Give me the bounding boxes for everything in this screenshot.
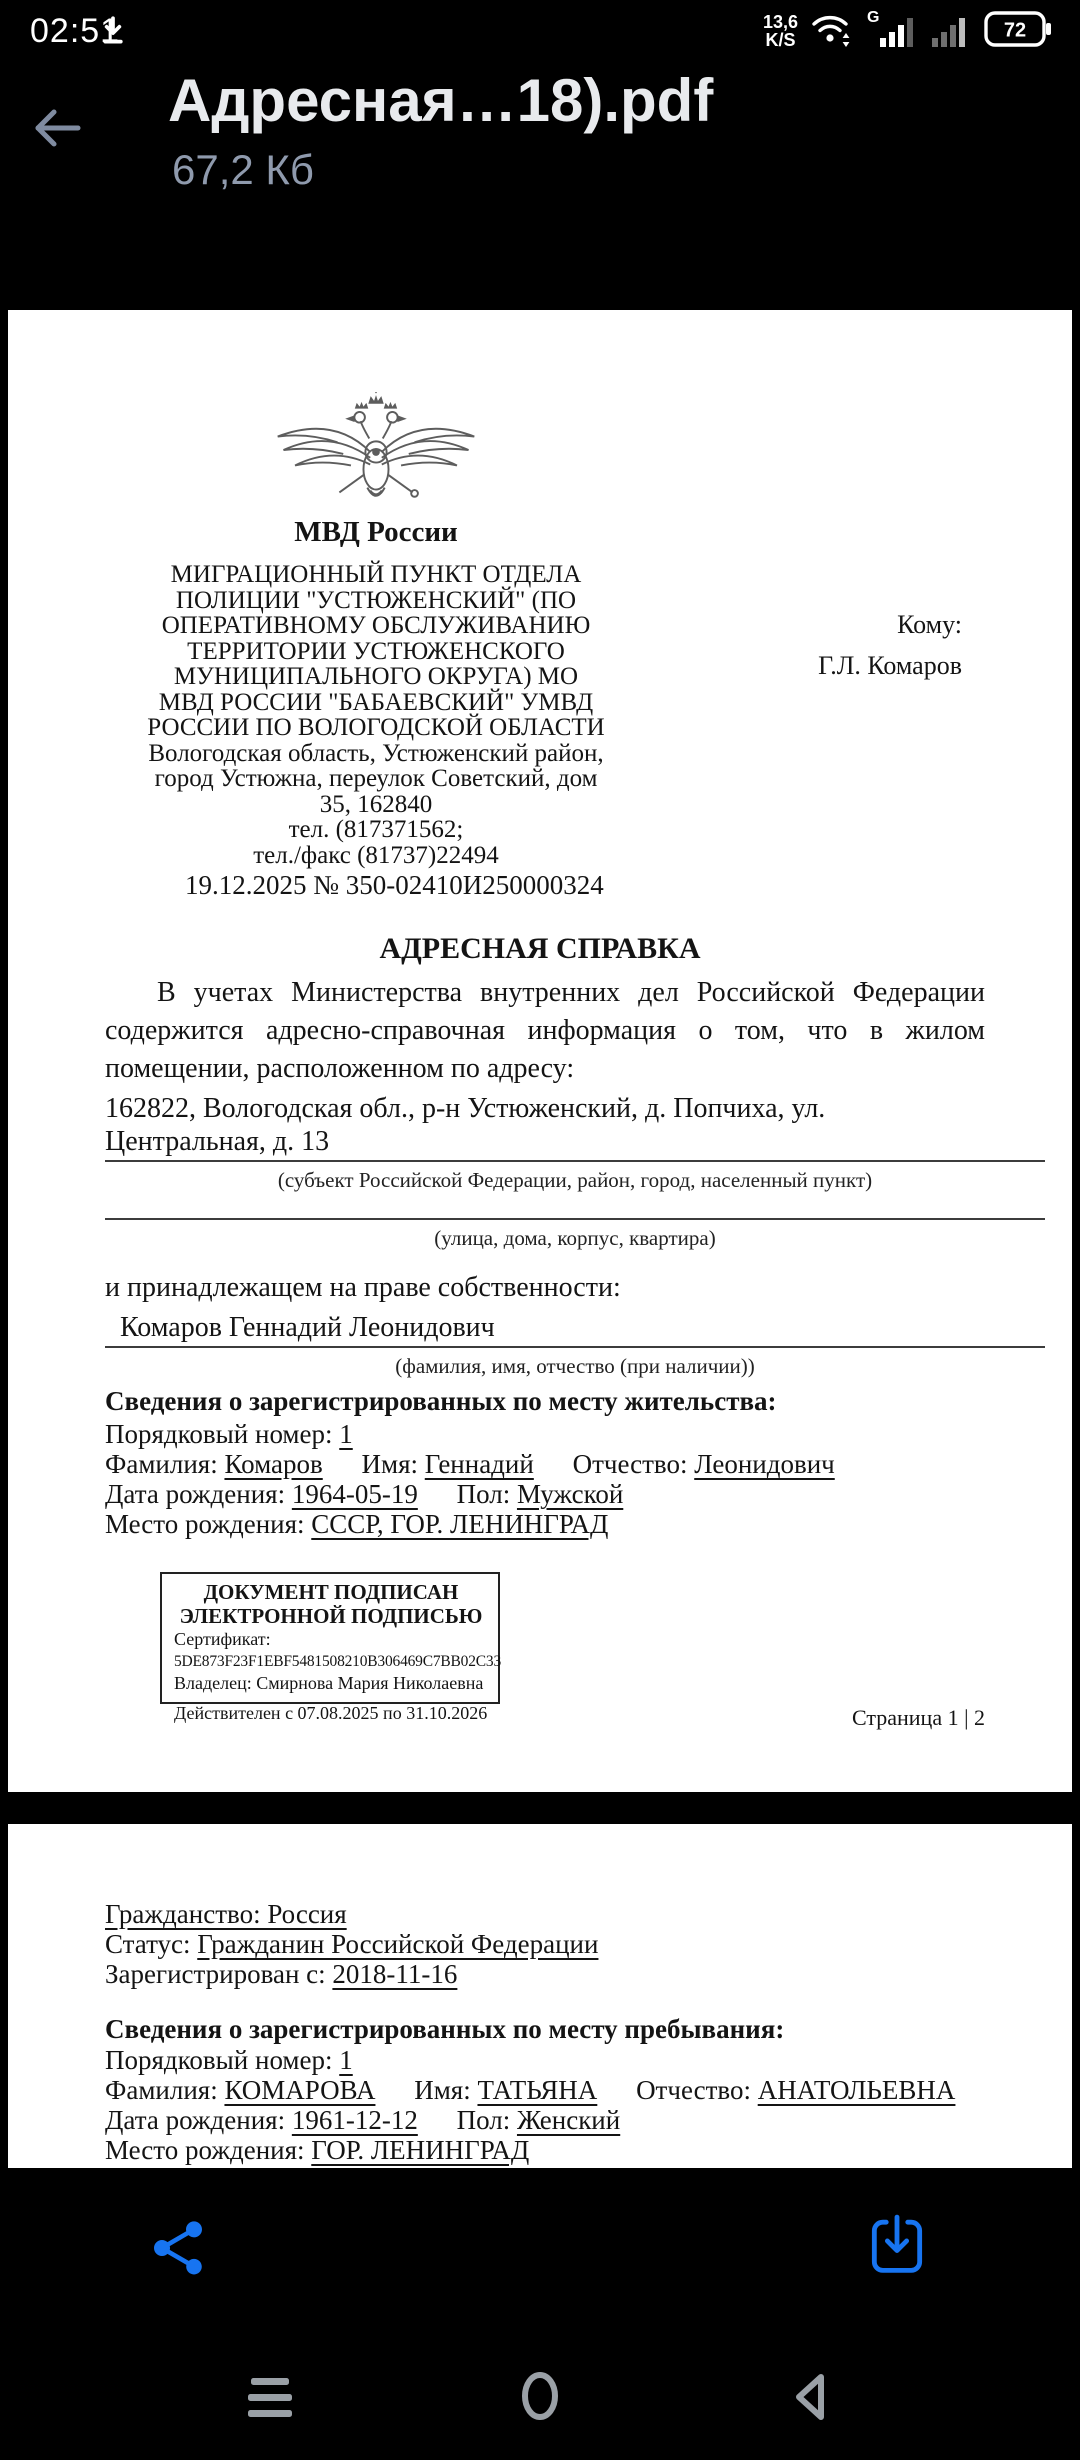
- pdf-page-2[interactable]: [8, 1824, 1072, 2168]
- sex-label: Пол:: [456, 1479, 511, 1509]
- patronymic-value: Леонидович: [694, 1449, 835, 1479]
- surname-value: КОМАРОВА: [224, 2075, 376, 2105]
- certificate-label: Сертификат:: [174, 1629, 271, 1649]
- firstname-value: ТАТЬЯНА: [477, 2075, 598, 2105]
- file-size: 67,2 Кб: [172, 146, 314, 193]
- residence-birth-row: [105, 1479, 623, 1509]
- org-block: [145, 562, 607, 868]
- doc-date-number: 19.12.2025 № 350-02410И250000324: [185, 870, 604, 900]
- intro-paragraph: В учетах Министерства внутренних дел Российской Федерации содержится адресно-справочная информация о том, что в жилом помещении, расположенном по адресу:: [105, 977, 985, 1084]
- recipient-label: Кому:: [897, 610, 962, 639]
- owner-name: Комаров Геннадий Леонидович: [120, 1312, 495, 1343]
- status-label: Статус:: [105, 1929, 191, 1959]
- status-bar: [0, 0, 1080, 62]
- wifi-icon: [810, 9, 854, 54]
- share-button[interactable]: [133, 2205, 223, 2295]
- download-status-icon: [96, 14, 130, 53]
- back-arrow-icon: [26, 147, 90, 164]
- page-number: Страница 1 | 2: [851, 1705, 985, 1730]
- signature-stamp: [160, 1572, 502, 1723]
- patronymic-value: АНАТОЛЬЕВНА: [757, 2075, 956, 2105]
- stamp-title-line2: ЭЛЕКТРОННОЙ ПОДПИСЬЮ: [179, 1604, 483, 1628]
- firstname-value: Геннадий: [424, 1449, 534, 1479]
- address-caption-1: (субъект Российской Федерации, район, город, населенный пункт): [277, 1168, 873, 1192]
- residence-header: Сведения о зарегистрированных по месту жительства:: [105, 1386, 777, 1416]
- emblem-caption: МВД России: [294, 516, 458, 548]
- org-fax: тел./факс (81737)22494: [253, 841, 499, 869]
- status-value: Гражданин Российской Федерации: [197, 1929, 599, 1959]
- stamp-title-line1: ДОКУМЕНТ ПОДПИСАН: [203, 1580, 459, 1604]
- address-value: 162822, Вологодская обл., р-н Устюженский, д. Попчиха, ул. Центральная, д. 13: [105, 1093, 826, 1157]
- birthdate-label: Дата рождения:: [105, 2105, 286, 2135]
- surname-value: Комаров: [224, 1449, 323, 1479]
- birthdate-label: Дата рождения:: [105, 1479, 286, 1509]
- firstname-label: Имя:: [361, 1449, 419, 1479]
- back-nav-icon: [790, 2370, 830, 2429]
- stay-birthplace-row: [105, 2135, 529, 2165]
- ownership-line: и принадлежащем на праве собственности:: [105, 1272, 621, 1303]
- form-rule-1: [105, 1160, 1045, 1162]
- org-name: МИГРАЦИОННЫЙ ПУНКТ ОТДЕЛА ПОЛИЦИИ "УСТЮЖЕНСКИЙ" (ПО ОПЕРАТИВНОМУ ОБСЛУЖИВАНИЮ ТЕРРИТОРИИ УСТЮЖЕНСКОГО МУНИЦИПАЛЬНОГО ОКРУГА) МО МВД РОССИИ "БАБАЕВСКИЙ" УМВД РОССИИ ПО ВОЛОГОДСКОЙ ОБЛАСТИ: [147, 561, 605, 741]
- patronymic-label: Отчество:: [636, 2075, 751, 2105]
- sex-value: Женский: [516, 2105, 621, 2135]
- network-speed: 13,6 K/S: [762, 12, 798, 50]
- stamp-owner: Владелец: Смирнова Мария Николаевна: [174, 1673, 484, 1693]
- status-time: 02:51: [30, 12, 121, 50]
- back-button[interactable]: [26, 96, 90, 160]
- nav-back-button[interactable]: [755, 2344, 865, 2454]
- birthdate-value: 1964-05-19: [291, 1479, 418, 1509]
- firstname-label: Имя:: [414, 2075, 471, 2105]
- download-icon: [863, 2212, 931, 2285]
- mvd-eagle-emblem-icon: [270, 392, 482, 515]
- birthplace-value: ГОР. ЛЕНИНГРАД: [311, 2135, 530, 2165]
- address-caption-2: (улица, дома, корпус, квартира): [434, 1226, 716, 1250]
- recipient-block: [690, 610, 962, 681]
- stay-name-row: [105, 2075, 955, 2105]
- share-icon: [146, 2216, 210, 2285]
- org-address: Вологодская область, Устюженский район, город Устюжна, переулок Советский, дом 35, 162840: [148, 739, 604, 818]
- form-rule-3: [105, 1346, 1045, 1348]
- stamp-validity: Действителен с 07.08.2025 по 31.10.2026: [174, 1703, 488, 1723]
- patronymic-label: Отчество:: [572, 1449, 688, 1479]
- residence-ordinal-row: [105, 1419, 353, 1449]
- download-button[interactable]: [852, 2203, 942, 2293]
- registered-line: [105, 1959, 457, 1989]
- ordinal-value: 1: [339, 1419, 353, 1449]
- certificate-value: 5DE873F23F1EBF5481508210B306469C7BB02C33: [174, 1653, 502, 1670]
- ordinal-label: Порядковый номер:: [105, 2045, 333, 2075]
- recents-icon: [247, 2374, 293, 2427]
- surname-label: Фамилия:: [105, 1449, 218, 1479]
- registered-label: Зарегистрирован с:: [105, 1959, 326, 1989]
- battery-icon: [984, 8, 1054, 55]
- ordinal-label: Порядковый номер:: [105, 1419, 333, 1449]
- stay-ordinal-row: [105, 2045, 353, 2075]
- nav-recents-button[interactable]: [215, 2345, 325, 2455]
- stay-header: Сведения о зарегистрированных по месту пребывания:: [105, 2014, 785, 2044]
- file-title: Адресная…18).pdf: [168, 67, 714, 134]
- status-line: [105, 1929, 598, 1959]
- registered-value: 2018-11-16: [332, 1959, 458, 1989]
- sim1-type-letter: G: [867, 8, 880, 26]
- residence-birthplace-row: [105, 1509, 608, 1539]
- sex-value: Мужской: [516, 1479, 624, 1509]
- home-icon: [517, 2368, 563, 2429]
- pdf-page-1[interactable]: [8, 310, 1072, 1792]
- birthplace-label: Место рождения:: [105, 2135, 305, 2165]
- nav-home-button[interactable]: [485, 2343, 595, 2453]
- sex-label: Пол:: [456, 2105, 511, 2135]
- birthplace-value: СССР, ГОР. ЛЕНИНГРАД: [311, 1509, 609, 1539]
- surname-label: Фамилия:: [105, 2075, 218, 2105]
- status-right-cluster: [763, 6, 1054, 56]
- stay-birth-row: [105, 2105, 620, 2135]
- residence-name-row: [105, 1449, 835, 1479]
- birthplace-label: Место рождения:: [105, 1509, 305, 1539]
- birthdate-value: 1961-12-12: [291, 2105, 418, 2135]
- ordinal-value: 1: [339, 2045, 353, 2075]
- form-rule-2: [105, 1218, 1045, 1220]
- org-phone: тел. (817371562;: [288, 816, 464, 843]
- battery-percent: 72: [1003, 19, 1027, 41]
- signal-bars-sim1: [866, 8, 918, 55]
- owner-caption: (фамилия, имя, отчество (при наличии)): [395, 1354, 755, 1378]
- citizenship-line: Гражданство: Россия: [105, 1899, 347, 1929]
- signal-bars-sim2: [930, 8, 972, 55]
- recipient-name: Г.Л. Комаров: [818, 651, 962, 680]
- doc-title: АДРЕСНАЯ СПРАВКА: [379, 932, 701, 965]
